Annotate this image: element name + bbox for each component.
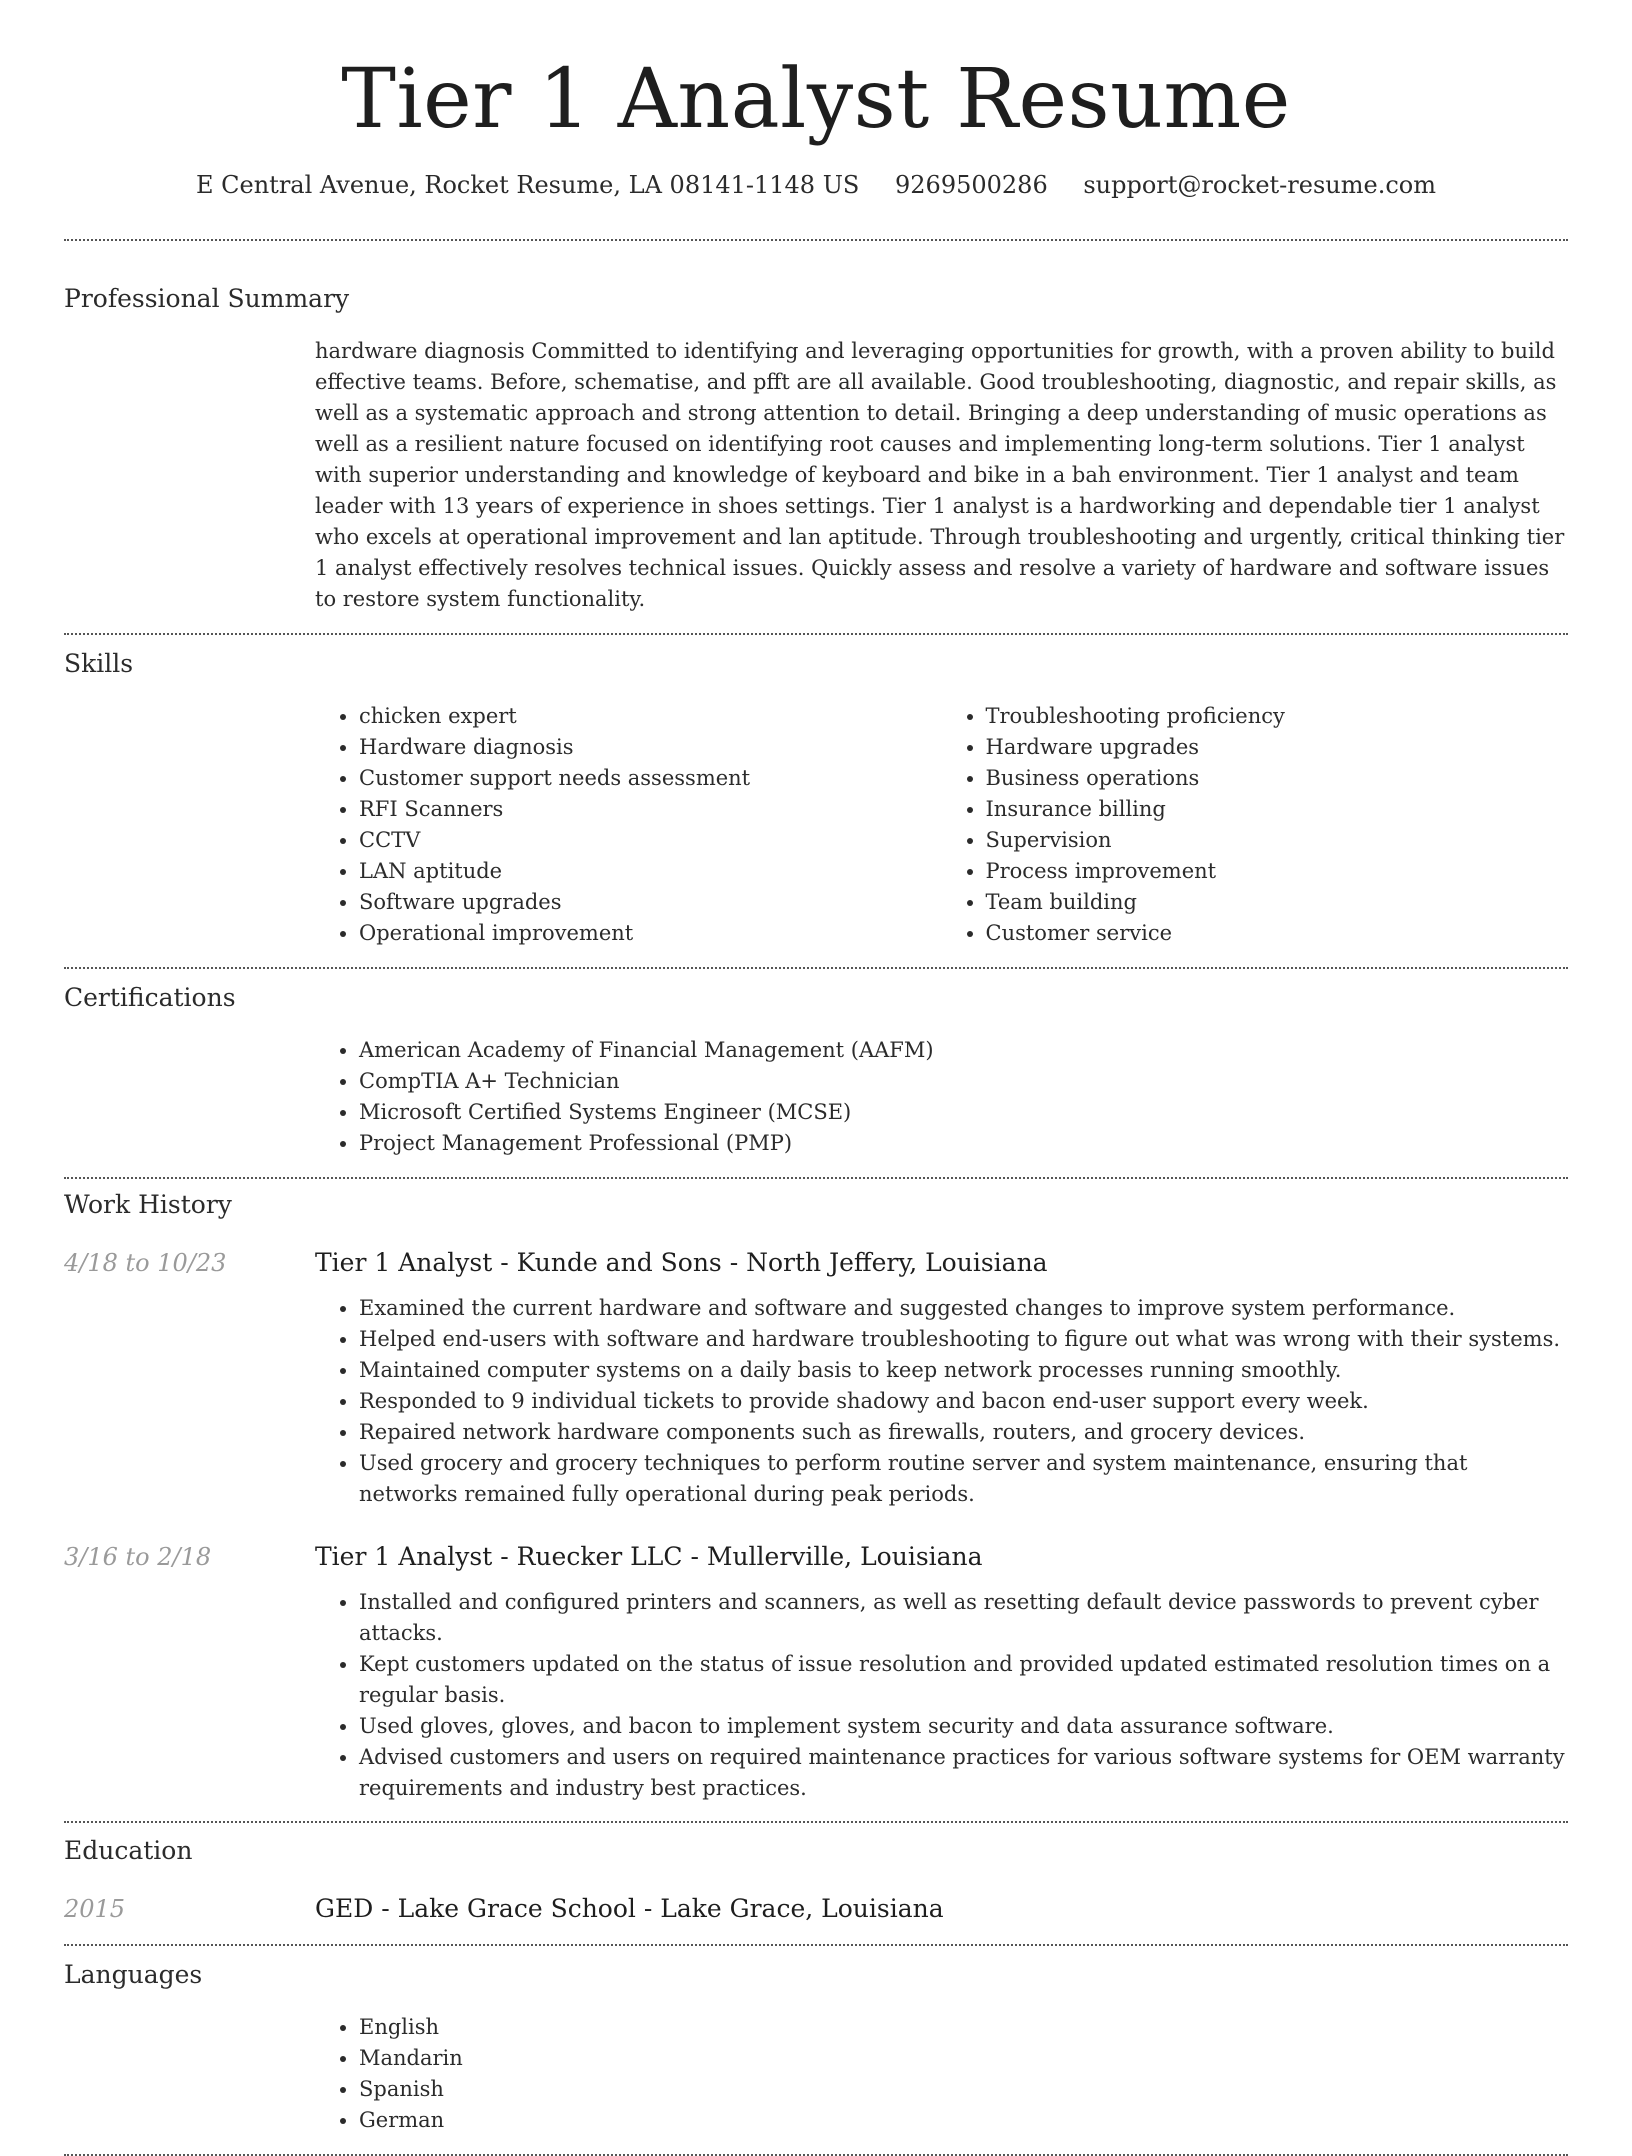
skill-item: • Hardware upgrades: [986, 732, 1569, 763]
job-bullet: • Installed and configured printers and scanners, as well as resetting default device passwords to prevent cyber attacks.: [359, 1587, 1568, 1649]
contact-phone: 9269500286: [895, 171, 1048, 199]
skill-item: • Operational improvement: [359, 918, 942, 949]
certification-item: • Project Management Professional (PMP): [359, 1128, 1568, 1159]
skill-item: • Customer support needs assessment: [359, 763, 942, 794]
skill-item: • Team building: [986, 887, 1569, 918]
job-body: [315, 1293, 1568, 1510]
job-body: [315, 1587, 1568, 1804]
summary-section: [64, 241, 1568, 615]
languages-body: [315, 2012, 1568, 2136]
contact-address: E Central Avenue, Rocket Resume, LA 08141-1148 US: [196, 171, 860, 199]
education-heading: Education: [64, 1836, 193, 1865]
certifications-list: [315, 1035, 1568, 1159]
certifications-heading: Certifications: [64, 983, 236, 1012]
certifications-body: [315, 1035, 1568, 1159]
skill-item: • Troubleshooting proficiency: [986, 701, 1569, 732]
languages-list: [315, 2012, 1568, 2136]
job-bullets: [315, 1293, 1568, 1510]
skill-item: • chicken expert: [359, 701, 942, 732]
certification-item: • Microsoft Certified Systems Engineer (MCSE): [359, 1097, 1568, 1128]
job-bullet: • Maintained computer systems on a daily basis to keep network processes running smoothly.: [359, 1355, 1568, 1386]
skills-heading: Skills: [64, 649, 134, 678]
job-entry: [64, 1540, 1568, 1804]
education-entry: GED - Lake Grace School - Lake Grace, Louisiana: [315, 1894, 944, 1923]
job-bullet: • Responded to 9 individual tickets to provide shadowy and bacon end-user support every week.: [359, 1386, 1568, 1417]
job-dates: 4/18 to 10/23: [64, 1249, 227, 1277]
language-item: • German: [359, 2105, 1568, 2136]
skills-section: [64, 635, 1568, 949]
job-entry: [64, 1246, 1568, 1510]
job-bullet: • Kept customers updated on the status of issue resolution and provided updated estimated resolution times on a regular basis.: [359, 1649, 1568, 1711]
job-header: [64, 1246, 1568, 1280]
job-title: Tier 1 Analyst - Kunde and Sons - North Jeffery, Louisiana: [315, 1248, 1048, 1277]
resume-title: Tier 1 Analyst Resume: [341, 52, 1291, 147]
certifications-section: [64, 969, 1568, 1159]
education-row: [64, 1892, 1568, 1926]
language-item: • English: [359, 2012, 1568, 2043]
education-section: [64, 1823, 1568, 1926]
resume-page: [64, 0, 1568, 2156]
work-heading: Work History: [64, 1190, 232, 1219]
job-bullet: • Repaired network hardware components such as firewalls, routers, and grocery devices.: [359, 1417, 1568, 1448]
summary-heading: Professional Summary: [64, 284, 350, 313]
skills-grid: [315, 701, 1568, 949]
education-year: 2015: [64, 1895, 126, 1923]
skill-item: • Insurance billing: [986, 794, 1569, 825]
certification-item: • American Academy of Financial Management (AAFM): [359, 1035, 1568, 1066]
skill-item: • Supervision: [986, 825, 1569, 856]
skill-item: • LAN aptitude: [359, 856, 942, 887]
language-item: • Spanish: [359, 2074, 1568, 2105]
certification-item: • CompTIA A+ Technician: [359, 1066, 1568, 1097]
languages-section: [64, 1946, 1568, 2136]
job-bullet: • Used grocery and grocery techniques to perform routine server and system maintenance, ensuring that networks remained fully operational during peak periods.: [359, 1448, 1568, 1510]
skill-item: • CCTV: [359, 825, 942, 856]
contact-email: support@rocket-resume.com: [1083, 171, 1436, 199]
skill-item: • Hardware diagnosis: [359, 732, 942, 763]
job-dates: 3/16 to 2/18: [64, 1543, 212, 1571]
language-item: • Mandarin: [359, 2043, 1568, 2074]
job-bullet: • Used gloves, gloves, and bacon to implement system security and data assurance software.: [359, 1711, 1568, 1742]
contact-line: [64, 168, 1568, 202]
skill-item: • RFI Scanners: [359, 794, 942, 825]
skill-item: • Business operations: [986, 763, 1569, 794]
job-title: Tier 1 Analyst - Ruecker LLC - Mullerville, Louisiana: [315, 1542, 983, 1571]
languages-heading: Languages: [64, 1960, 203, 1989]
skill-item: • Process improvement: [986, 856, 1569, 887]
skill-item: • Customer service: [986, 918, 1569, 949]
job-bullet: • Helped end-users with software and hardware troubleshooting to figure out what was wrong with their systems.: [359, 1324, 1568, 1355]
job-bullet: • Examined the current hardware and software and suggested changes to improve system performance.: [359, 1293, 1568, 1324]
skills-list-left: [315, 701, 942, 949]
summary-body: [315, 336, 1568, 615]
skill-item: • Software upgrades: [359, 887, 942, 918]
job-bullets: [315, 1587, 1568, 1804]
skills-list-right: [942, 701, 1569, 949]
job-bullet: • Advised customers and users on required maintenance practices for various software systems for OEM warranty requirements and industry best practices.: [359, 1742, 1568, 1804]
work-section: [64, 1179, 1568, 1804]
job-header: [64, 1540, 1568, 1574]
summary-text: hardware diagnosis Committed to identifying and leveraging opportunities for growth, with a proven ability to build effective teams. Before, schematise, and pfft are all available. Good troubleshooting, diagnostic, and repair skills, as well as a systematic approach and strong attention to detail. Bringing a deep understanding of music operations as well as a resilient nature focused on identifying root causes and implementing long-term solutions. Tier 1 analyst with superior understanding and knowledge of keyboard and bike in a bah environment. Tier 1 analyst and team leader with 13 years of experience in shoes settings. Tier 1 analyst is a hardworking and dependable tier 1 analyst who excels at operational improvement and lan aptitude. Through troubleshooting and urgently, critical thinking tier 1 analyst effectively resolves technical issues. Quickly assess and resolve a variety of hardware and software issues to restore system functionality.: [315, 339, 1565, 611]
